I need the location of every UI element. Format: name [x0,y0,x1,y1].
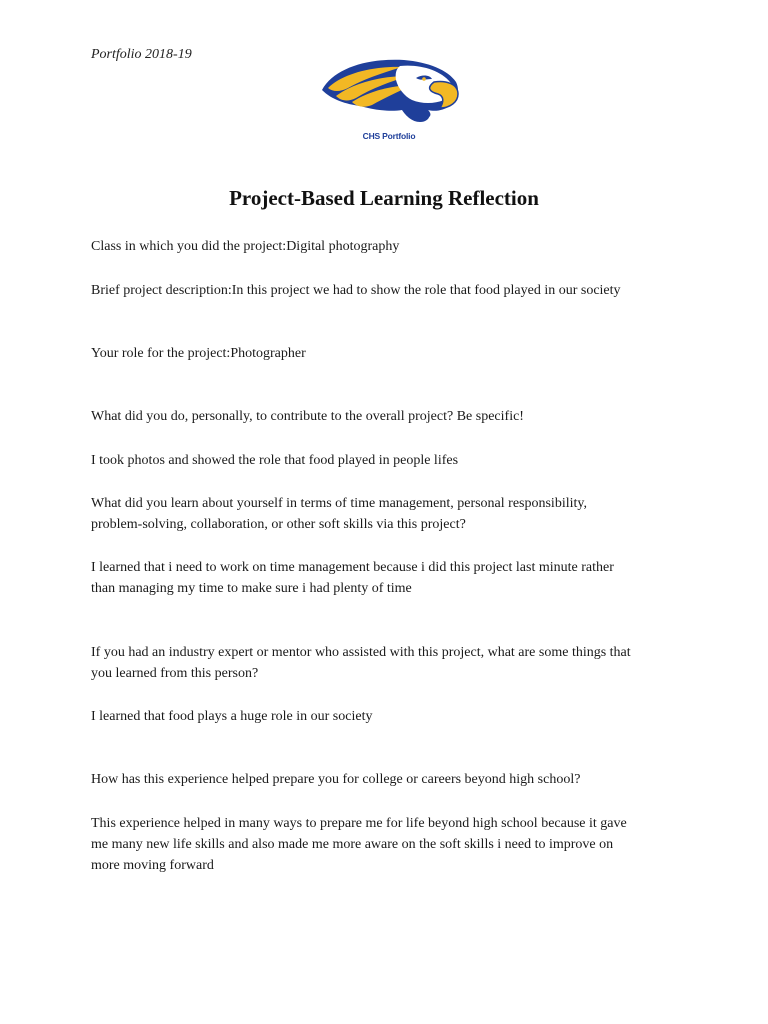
answer-learn [91,557,691,599]
question-learn-line: What did you learn about yourself in terms of time management, personal responsibility, [91,496,587,511]
page-title: Project-Based Learning Reflection [229,186,539,210]
answer-learn-line: I learned that i need to work on time management because i did this project last minute rather [91,560,614,575]
school-logo [316,52,462,148]
answer-prepare-line: This experience helped in many ways to prepare me for life beyond high school because it gave [91,816,627,831]
portfolio-year-label: Portfolio 2018-19 [91,47,192,62]
question-mentor [91,642,691,684]
question-contribute: What did you do, personally, to contribute to the overall project? Be specific! [91,409,524,424]
answer-learn-line: than managing my time to make sure i had plenty of time [91,581,412,596]
eagle-head-icon [316,52,462,132]
answer-prepare [91,813,691,876]
answer-mentor: I learned that food plays a huge role in our society [91,709,373,724]
answer-contribute: I took photos and showed the role that food played in people lifes [91,453,459,468]
question-prepare: How has this experience helped prepare you for college or careers beyond high school? [91,772,581,787]
question-learn-line: problem-solving, collaboration, or other soft skills via this project? [91,517,466,532]
class-line: Class in which you did the project:Digital photography [91,239,400,254]
answer-prepare-line: me many new life skills and also made me more aware on the soft skills i need to improve on [91,837,614,852]
question-learn [91,493,691,535]
role-line: Your role for the project:Photographer [91,346,306,361]
logo-caption: CHS Portfolio [362,131,416,141]
question-mentor-line: If you had an industry expert or mentor who assisted with this project, what are some things that [91,645,631,660]
question-mentor-line: you learned from this person? [91,666,259,681]
answer-prepare-line: more moving forward [91,858,214,873]
description-line: Brief project description:In this project we had to show the role that food played in our society [91,283,621,298]
